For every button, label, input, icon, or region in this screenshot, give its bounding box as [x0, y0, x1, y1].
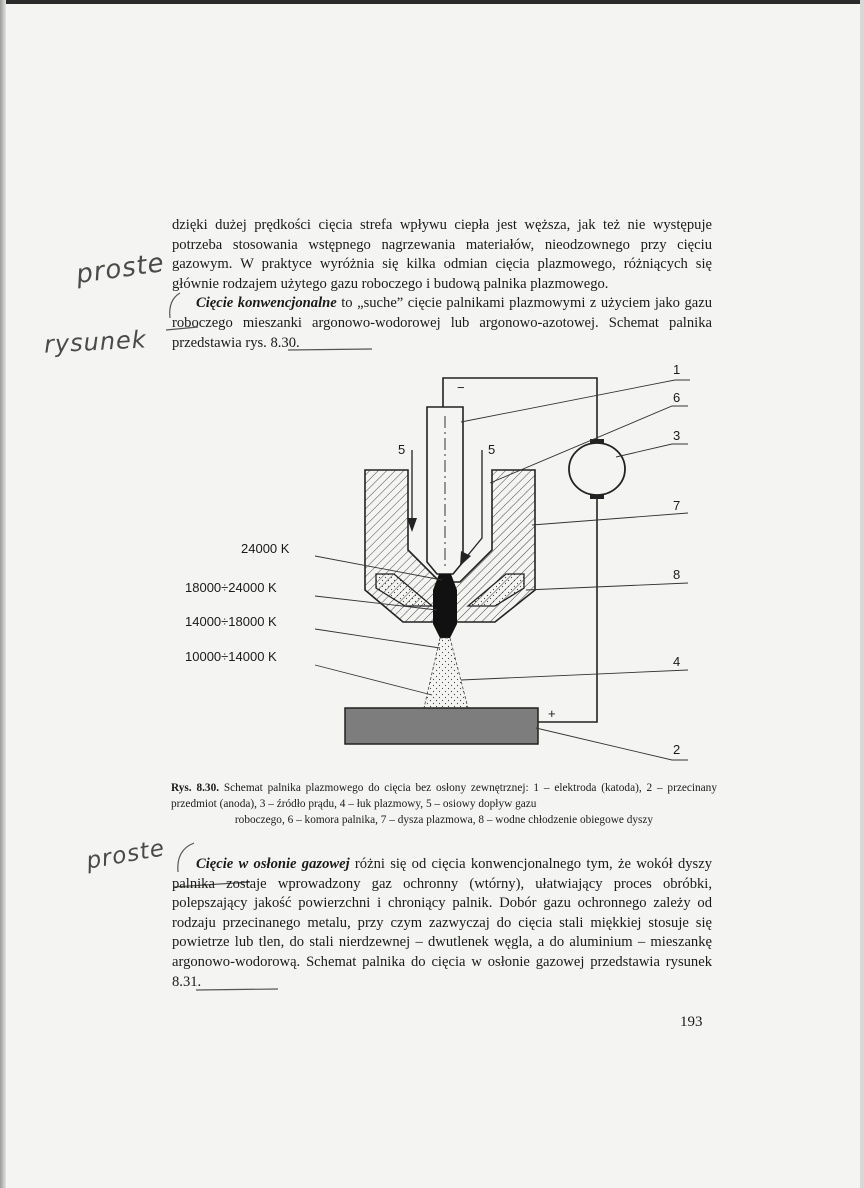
leader-callout-8 [526, 583, 688, 590]
callout-2: 2 [673, 742, 681, 757]
handwritten-note-2: rysunek [43, 325, 148, 359]
leader-callout-3 [616, 444, 688, 457]
figure-caption [171, 780, 717, 828]
plasma-arc-4 [424, 638, 468, 708]
callout-8: 8 [673, 567, 681, 582]
page-number: 193 [680, 1014, 703, 1030]
plasma-arc-core [433, 574, 457, 638]
paragraph-3 [172, 855, 712, 992]
leader-temp-4 [315, 665, 432, 695]
paragraph-3-body: różni się od cięcia konwencjonalnego tym, że wokół dyszy palnika zostaje wprowadzony gaz ochronny (wtórny), ułatwiający proces obróbki, polepszający jakość powierzchni i chroniący palnik. Dobór gazu ochronnego zależy od rodzaju przecinanego metalu, przy czym zazwyczaj do cięcia stali miękkiej stosuje się powietrze lub tlen, do stali nierdzewnej – dwutlenek węgla, a do aluminium – mieszankę argonowo-wodorową. Schemat palnika do cięcia w osłonie gazowej przedstawia rysunek 8.31. [172, 856, 712, 990]
temp-label-18000-24000: 18000÷24000 K [185, 580, 277, 595]
paragraph-1-text: dzięki dużej prędkości cięcia strefa wpływu ciepła jest węższa, jak też nie występuje potrzeba stosowania wstępnego nagrzewania materiałów, nieodzownego przy cięciu gazowym. W praktyce wyróżnia się kilka odmian cięcia plazmowego, różniących się głównie rodzajem użytego gazu roboczego i budową palnika plazmowego. [172, 217, 712, 292]
polarity-plus: + [548, 706, 556, 721]
underline-rys [288, 349, 372, 350]
paragraph-2-body: to „suche” cięcie palnikami plazmowymi z użyciem jako gazu roboczego mieszanki argonowo-wodorowej lub argonowo-azotowej. Schemat palnika przedstawia rys. 8.30. [172, 295, 712, 351]
leader-callout-7 [532, 513, 688, 525]
handwritten-note-1: proste [74, 247, 167, 291]
leader-temp-3 [315, 629, 440, 648]
strike-gazu [166, 327, 198, 330]
temp-label-10000-14000: 10000÷14000 K [185, 649, 277, 664]
power-source-3 [569, 443, 625, 495]
flow-label-left: 5 [398, 442, 406, 457]
callout-4: 4 [673, 654, 681, 669]
leader-callout-2 [536, 728, 688, 760]
callout-6: 6 [673, 390, 681, 405]
polarity-minus: − [457, 380, 465, 395]
handwritten-note-3: proste [84, 835, 167, 875]
caption-last-line: roboczego, 6 – komora palnika, 7 – dysza plazmowa, 8 – wodne chłodzenie obiegowe dyszy [234, 814, 654, 826]
caption-text: Schemat palnika plazmowego do cięcia bez osłony zewnętrznej: 1 – elektroda (katoda), 2 – przecinany przedmiot (anoda), 3 – źródło prądu, 4 – łuk plazmowy, 5 – osiowy dopływ gazu [171, 782, 717, 810]
leader-callout-4 [461, 670, 688, 680]
callout-7: 7 [673, 498, 681, 513]
caption-label: Rys. 8.30. [171, 782, 220, 794]
callout-3: 3 [673, 428, 681, 443]
pencil-bracket-1 [170, 293, 180, 318]
callout-1: 1 [673, 362, 681, 377]
paragraph-3-lead: Cięcie w osłonie gazowej [196, 856, 350, 872]
flow-label-right: 5 [488, 442, 496, 457]
wire-anode [538, 497, 597, 722]
workpiece-2 [345, 708, 538, 744]
temp-label-14000-18000: 14000÷18000 K [185, 614, 277, 629]
paragraph-2-lead: Cięcie konwencjonalne [196, 295, 337, 312]
wire-cathode [443, 378, 597, 440]
leader-callout-1 [461, 380, 690, 422]
gas-flow-right-shaft [464, 450, 482, 560]
temp-label-24000: 24000 K [241, 541, 290, 556]
